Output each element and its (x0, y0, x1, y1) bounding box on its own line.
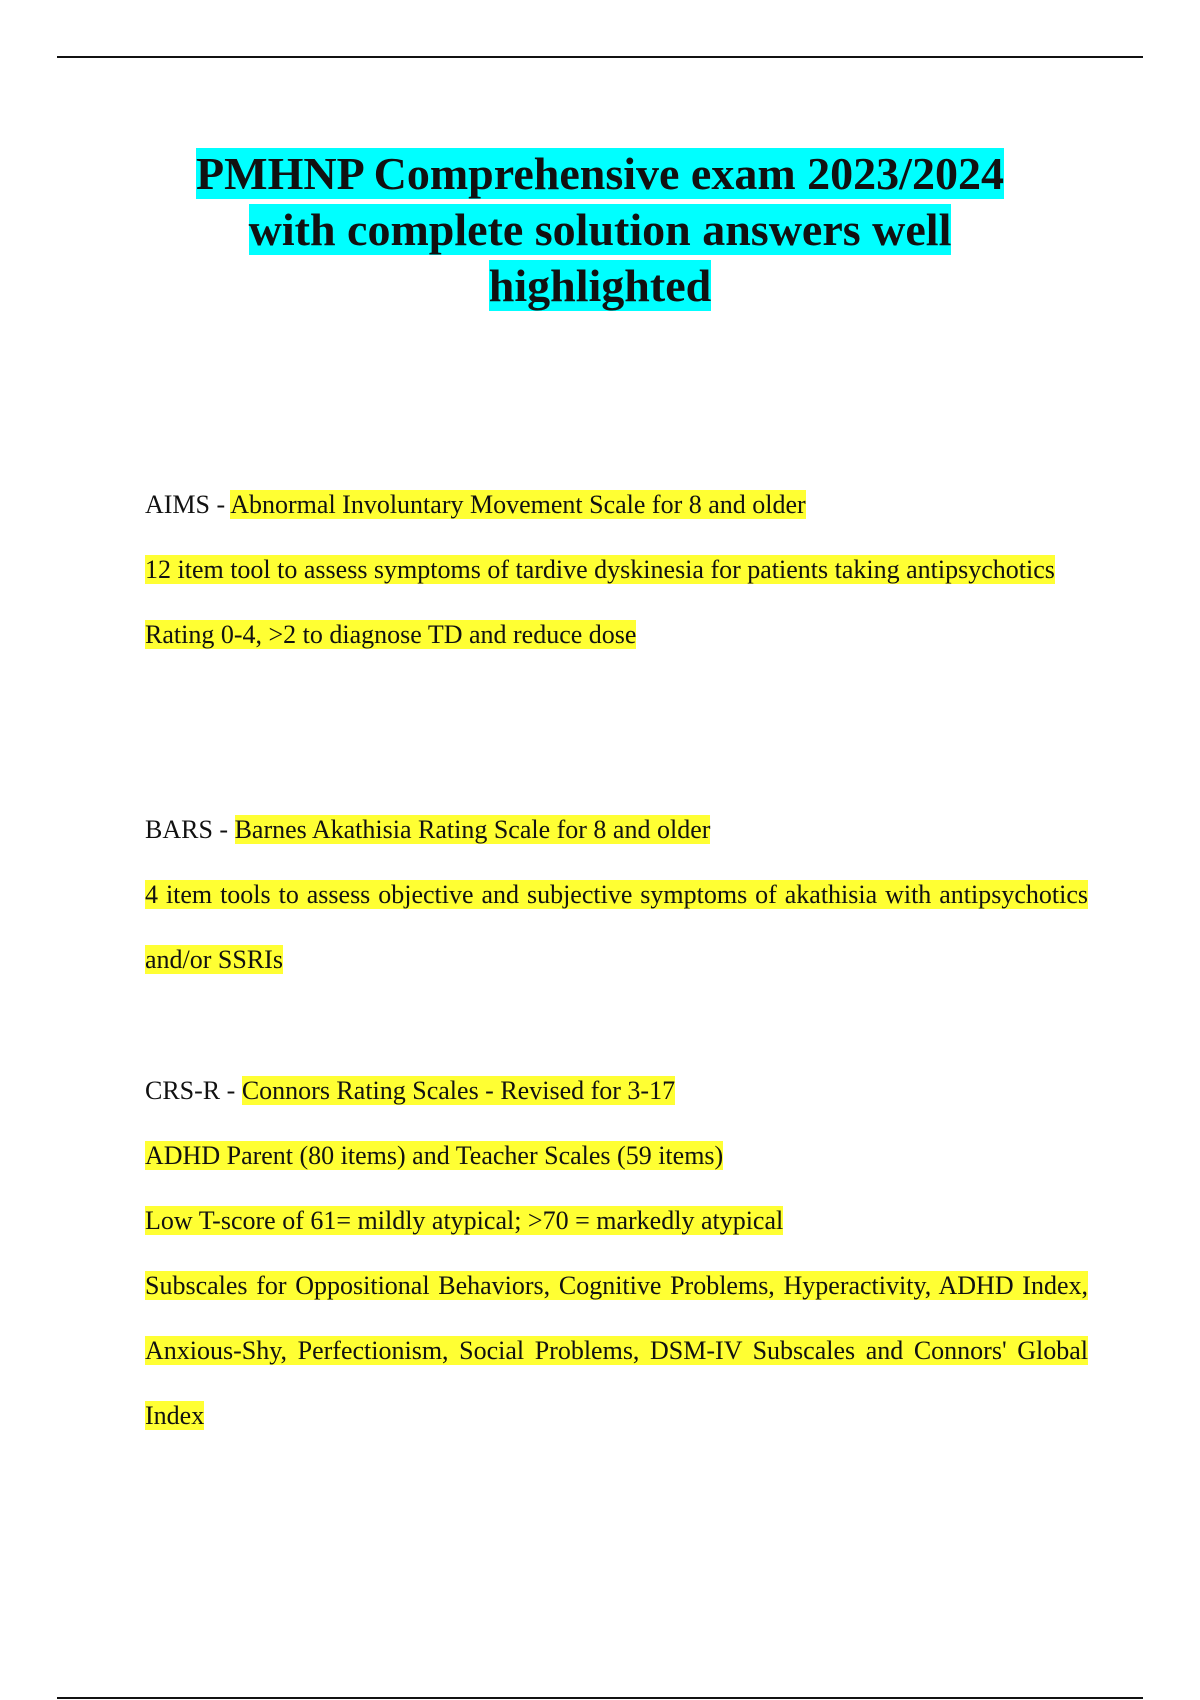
entry-aims-line-1-text: 12 item tool to assess symptoms of tardive dyskinesia for patients taking antipsychotics (145, 555, 1055, 584)
entry-crsr-line-1 (145, 1123, 1088, 1188)
entry-aims-heading-text: Abnormal Involuntary Movement Scale for 8 and older (230, 490, 806, 519)
entry-aims-line-2 (145, 602, 1088, 667)
title-line-1-text: PMHNP Comprehensive exam 2023/2024 (196, 148, 1004, 199)
entry-crsr-line-1-text: ADHD Parent (80 items) and Teacher Scales (59 items) (145, 1141, 724, 1170)
entry-crsr-line-2 (145, 1188, 1088, 1253)
entry-bars-line-1 (145, 862, 1088, 992)
entry-crsr-line-3 (145, 1253, 1088, 1448)
title-line-2 (100, 202, 1100, 258)
entry-aims-line-2-text: Rating 0-4, >2 to diagnose TD and reduce dose (145, 620, 637, 649)
entry-bars-heading (145, 797, 1088, 862)
entry-crsr (145, 1058, 1088, 1448)
entry-crsr-heading (145, 1058, 1088, 1123)
title-line-1 (100, 146, 1100, 202)
entry-bars-heading-text: Barnes Akathisia Rating Scale for 8 and older (234, 815, 711, 844)
entry-crsr-line-3-text: Subscales for Oppositional Behaviors, Cognitive Problems, Hyperactivity, ADHD Index, Anxious-Shy, Perfectionism, Social Problems, DSM-IV Subscales and Connors' Global Index (145, 1271, 1088, 1430)
title-line-3-text: highlighted (488, 260, 712, 311)
entry-aims-line-1 (145, 537, 1088, 602)
title-line-2-text: with complete solution answers well (248, 204, 952, 255)
entry-aims-term: AIMS - (145, 490, 231, 519)
entry-bars-term: BARS - (145, 815, 235, 844)
top-rule (57, 56, 1143, 58)
title-line-3 (100, 258, 1100, 314)
entry-bars (145, 797, 1088, 992)
entry-crsr-line-2-text: Low T-score of 61= mildly atypical; >70 = markedly atypical (145, 1206, 784, 1235)
entry-aims-heading (145, 472, 1088, 537)
entry-bars-line-1-text: 4 item tools to assess objective and subjective symptoms of akathisia with antipsychotics and/or SSRIs (145, 880, 1088, 974)
entry-crsr-heading-text: Connors Rating Scales - Revised for 3-17 (241, 1076, 676, 1105)
bottom-rule (57, 1697, 1143, 1699)
entry-aims (145, 472, 1088, 667)
entry-crsr-term: CRS-R - (145, 1076, 242, 1105)
document-title (100, 146, 1100, 314)
